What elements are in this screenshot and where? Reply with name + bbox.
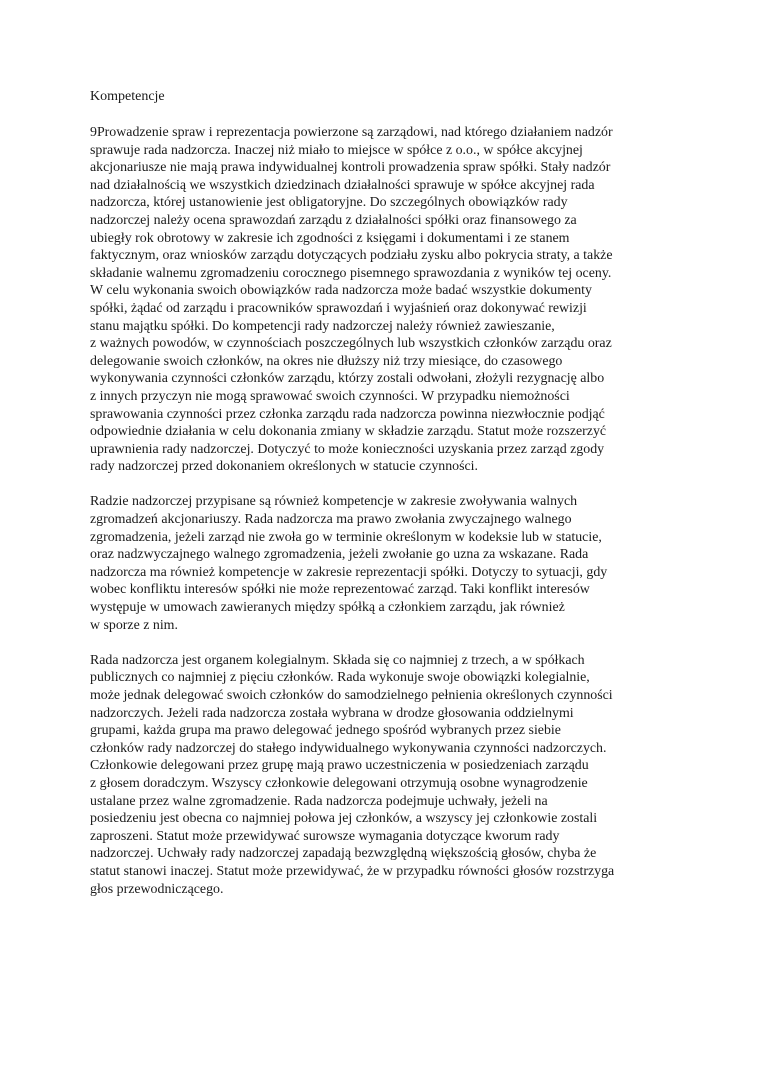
- text-line: spółki, żądać od zarządu i pracowników sprawozdań i wyjaśnień oraz dokonywać rewizji: [90, 300, 587, 316]
- text-line: zgromadzenia, jeżeli zarząd nie zwoła go w terminie określonym w kodeksie lub w statucie,: [90, 529, 602, 545]
- text-line: nadzorczej należy ocena sprawozdań zarządu z działalności spółki oraz finansowego za: [90, 212, 577, 228]
- text-line: W celu wykonania swoich obowiązków rada nadzorcza może badać wszystkie dokumenty: [90, 283, 592, 299]
- text-line: grupami, każda grupa ma prawo delegować jednego spośród wybranych przez siebie: [90, 723, 561, 739]
- text-line: głos przewodniczącego.: [90, 881, 224, 897]
- text-line: Rada nadzorcza jest organem kolegialnym. Składa się co najmniej z trzech, a w spółkach: [90, 652, 585, 668]
- text-line: delegowanie swoich członków, na okres nie dłuższy niż trzy miesiące, do czasowego: [90, 353, 563, 369]
- text-line: składanie walnemu zgromadzeniu corocznego pisemnego sprawozdania z wyników tej oceny.: [90, 265, 612, 281]
- text-line: członków rady nadzorczej do stałego indywidualnego wykonywania czynności nadzorczych.: [90, 740, 607, 756]
- text-line: rady nadzorczej przed dokonaniem określonych w statucie czynności.: [90, 459, 479, 475]
- text-line: w sporze z nim.: [90, 617, 178, 633]
- text-line: sprawuje rada nadzorcza. Inaczej niż miało to miejsce w spółce z o.o., w spółce akcyjnej: [90, 142, 583, 158]
- text-line: oraz nadzwyczajnego walnego zgromadzenia, jeżeli zwołanie go uzna za wskazane. Rada: [90, 547, 589, 563]
- document-heading: Kompetencje: [90, 89, 165, 104]
- text-line: akcjonariusze nie mają prawa indywidualnej kontroli prowadzenia spraw spółki. Stały nadzór: [90, 160, 611, 176]
- text-line: ustalane przez walne zgromadzenie. Rada nadzorcza podejmuje uchwały, jeżeli na: [90, 793, 548, 809]
- text-line: nadzorczych. Jeżeli rada nadzorcza została wybrana w drodze głosowania oddzielnymi: [90, 705, 574, 721]
- text-line: nadzorczej. Uchwały rady nadzorczej zapadają bezwzględną większością głosów, chyba że: [90, 846, 597, 862]
- text-line: publicznych co najmniej z pięciu członków. Rada wykonuje swoje obowiązki kolegialnie,: [90, 670, 590, 686]
- text-line: z głosem doradczym. Wszyscy członkowie delegowani otrzymują osobne wynagrodzenie: [90, 775, 588, 791]
- text-line: odpowiednie działania w celu dokonania zmiany w składzie zarządu. Statut może rozszerzyć: [90, 424, 607, 440]
- text-line: uprawnienia rady nadzorczej. Dotyczyć to może konieczności uzyskania przez zarząd zgody: [90, 441, 605, 457]
- text-line: zgromadzeń akcjonariuszy. Rada nadzorcza ma prawo zwołania zwyczajnego walnego: [90, 512, 572, 528]
- text-line: wykonywania czynności członków zarządu, którzy zostali odwołani, złożyli rezygnację albo: [90, 371, 605, 387]
- paragraph-3: [90, 652, 676, 898]
- text-line: stanu majątku spółki. Do kompetencji rady nadzorczej należy również zawieszanie,: [90, 318, 555, 334]
- document-page: [90, 88, 676, 916]
- paragraph-1: [90, 124, 676, 476]
- paragraph-2: [90, 493, 676, 634]
- text-line: wobec konfliktu interesów spółki nie może reprezentować zarząd. Taki konflikt interesów: [90, 582, 590, 598]
- text-line: ubiegły rok obrotowy w zakresie ich zgodności z księgami i dokumentami i ze stanem: [90, 230, 570, 246]
- text-line: z innych przyczyn nie mogą sprawować swoich czynności. W przypadku niemożności: [90, 388, 570, 404]
- text-line: nadzorcza ma również kompetencje w zakresie reprezentacji spółki. Dotyczy to sytuacji, gdy: [90, 564, 608, 580]
- text-line: nad działalnością we wszystkich dziedzinach działalności sprawuje w spółce akcyjnej rada: [90, 177, 595, 193]
- text-line: nadzorcza, której ustanowienie jest obligatoryjne. Do szczególnych obowiązków rady: [90, 195, 568, 211]
- text-line: występuje w umowach zawieranych między spółką a członkiem zarządu, jak również: [90, 600, 565, 616]
- text-line: z ważnych powodów, w czynnościach poszczególnych lub wszystkich członków zarządu oraz: [90, 336, 612, 352]
- text-line: sprawowania czynności przez członka zarządu rada nadzorcza powinna niezwłocznie podjąć: [90, 406, 605, 422]
- text-line: 9Prowadzenie spraw i reprezentacja powierzone są zarządowi, nad którego działaniem nadzór: [90, 125, 613, 140]
- text-line: Członkowie delegowani przez grupę mają prawo uczestniczenia w posiedzeniach zarządu: [90, 758, 589, 774]
- text-line: może jednak delegować swoich członków do samodzielnego pełnienia określonych czynności: [90, 688, 613, 703]
- text-line: Radzie nadzorczej przypisane są również kompetencje w zakresie zwoływania walnych: [90, 494, 578, 510]
- text-line: statut stanowi inaczej. Statut może przewidywać, że w przypadku równości głosów rozstrzyga: [90, 863, 615, 879]
- text-line: faktycznym, oraz wniosków zarządu dotyczących podziału zysku albo pokrycia straty, a także: [90, 248, 613, 264]
- text-line: zaproszeni. Statut może przewidywać surowsze wymagania dotyczące kworum rady: [90, 828, 560, 844]
- text-line: posiedzeniu jest obecna co najmniej połowa jej członków, a wszyscy jej członkowie zostali: [90, 811, 598, 827]
